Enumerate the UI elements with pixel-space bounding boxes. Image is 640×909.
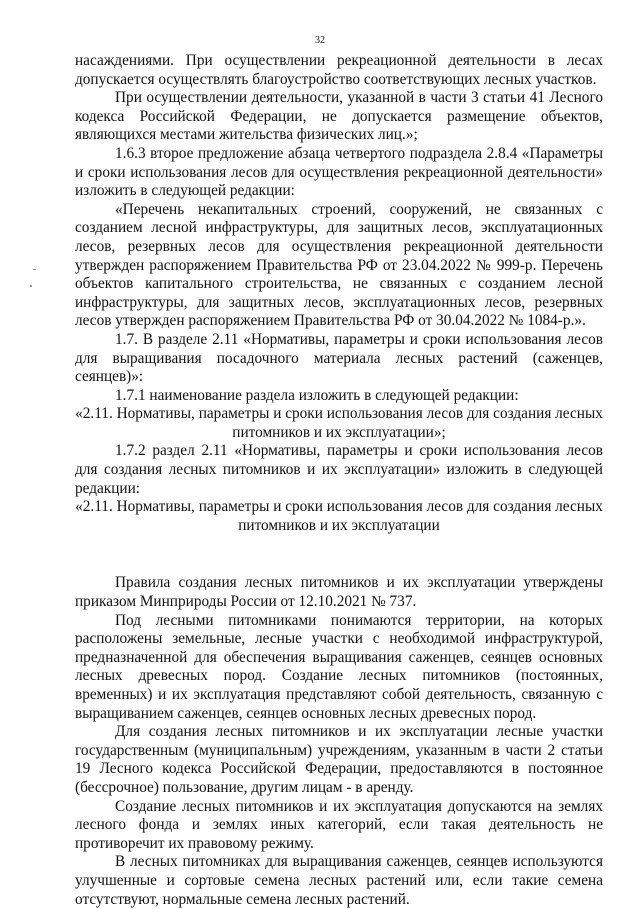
paragraph: 1.7. В разделе 2.11 «Нормативы, параметры и сроки использования лесов для выращивания посадочного материала лесных растений (саженцев, сеянцев)»: [75, 330, 603, 386]
section-heading: «2.11. Нормативы, параметры и сроки использования лесов для создания лесных питомников и их эксплуатации»; [75, 405, 603, 441]
page-number: 32 [315, 35, 325, 46]
scan-speck [30, 285, 32, 287]
paragraph: 1.6.3 второе предложение абзаца четвертого подраздела 2.8.4 «Параметры и сроки использования лесов для осуществления рекреационной деятельности» изложить в следующей редакции: [75, 144, 603, 200]
paragraph: 1.7.2 раздел 2.11 «Нормативы, параметры и сроки использования лесов для создания лесных питомников и их эксплуатации» изложить в следующей редакции: [75, 442, 603, 497]
quoted-paragraph: «Перечень некапитальных строений, сооружений, не связанных с созданием лесной инфраструктуры, для защитных лесов, эксплуатационных лесов, резервных лесов для осуществления рекреационной деятельности утвержден распоряжением Правительства РФ от 23.04.2022 № 999-р. Перечень объектов капитального строительства, не связанных с созданием лесной инфраструктуры, для защитных лесов, эксплуатационных лесов, резервных лесов утвержден распоряжением Правительства РФ от 30.04.2022 № 1084-р.». [75, 200, 603, 330]
section-heading: «2.11. Нормативы, параметры и сроки использования лесов для создания лесных питомников и их эксплуатации [75, 498, 603, 534]
document-body [75, 52, 603, 909]
paragraph: Под лесными питомниками понимаются территории, на которых расположены земельные, лесные участки с необходимой инфраструктурой, предназначенной для обеспечения выращивания саженцев, сеянцев основных лесных древесных пород. Создание лесных питомников (постоянных, временных) и их эксплуатация представляют собой деятельность, связанную с выращиванием саженцев, сеянцев основных лесных древесных пород. [75, 611, 603, 722]
scan-speck [33, 269, 36, 270]
paragraph: Правила создания лесных питомников и их эксплуатации утверждены приказом Минприроды России от 12.10.2021 № 737. [75, 574, 603, 611]
paragraph: Создание лесных питомников и их эксплуатация допускаются на землях лесного фонда и землях иных категорий, если такая деятельность не противоречит их правовому режиму. [75, 797, 603, 852]
blank-space [75, 535, 603, 574]
paragraph: Для создания лесных питомников и их эксплуатации лесные участки государственным (муниципальным) учреждениям, указанным в части 2 статьи 19 Лесного кодекса Российской Федерации, предоставляются в постоянное (бессрочное) пользование, другим лицам - в аренду. [75, 723, 603, 796]
paragraph: насаждениями. При осуществлении рекреационной деятельности в лесах допускается осуществлять благоустройство соответствующих лесных участков. [75, 52, 603, 88]
paragraph: 1.7.1 наименование раздела изложить в следующей редакции: [115, 386, 519, 404]
paragraph: При осуществлении деятельности, указанной в части 3 статьи 41 Лесного кодекса Российской Федерации, не допускается размещение объектов, являющихся местами жительства физических лиц.»; [75, 89, 603, 144]
paragraph: В лесных питомниках для выращивания саженцев, сеянцев используются улучшенные и сортовые семена лесных растений или, если такие семена отсутствуют, нормальные семена лесных растений. [75, 853, 603, 908]
